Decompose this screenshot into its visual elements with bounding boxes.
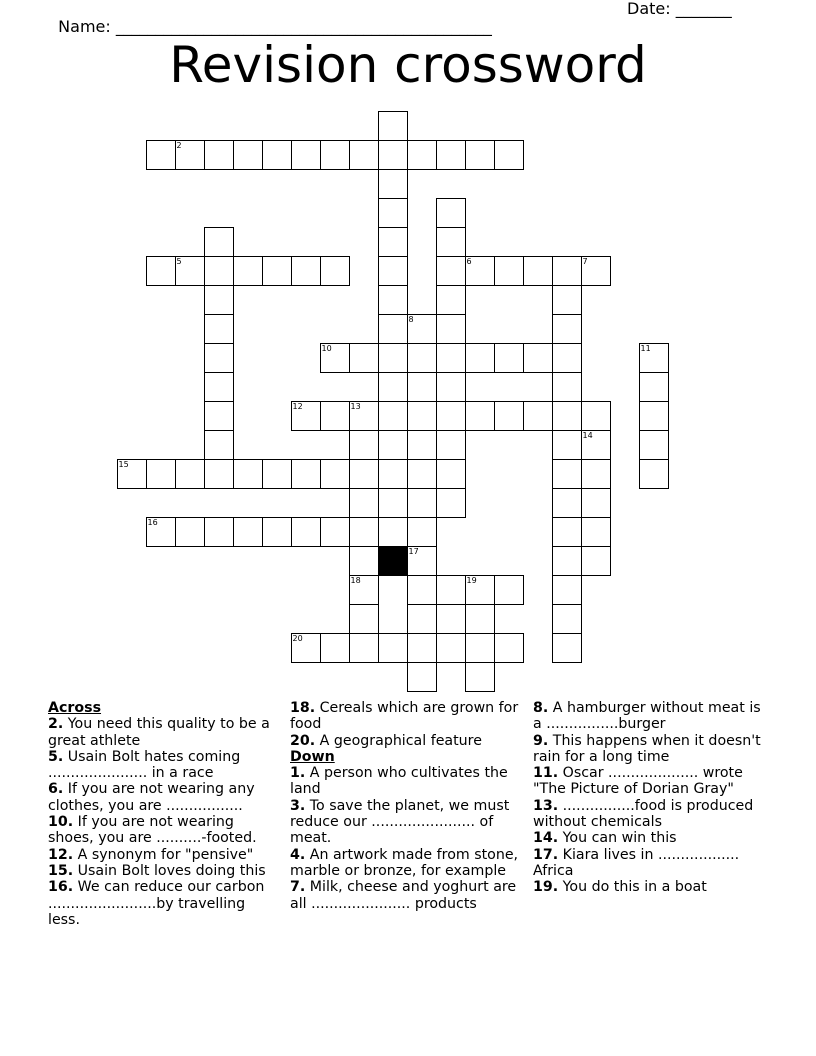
- grid-cell[interactable]: [349, 343, 379, 373]
- clue-item: [533, 879, 765, 895]
- grid-cell[interactable]: [436, 256, 466, 286]
- clue-item: [533, 830, 765, 846]
- grid-cell[interactable]: [465, 662, 495, 692]
- grid-cell[interactable]: [233, 517, 263, 547]
- grid-cell[interactable]: [581, 256, 611, 286]
- clue-number: 20: [292, 633, 303, 643]
- grid-cell[interactable]: [349, 488, 379, 518]
- grid-cell[interactable]: [407, 372, 437, 402]
- clue-text: An artwork made from stone, marble or bronze, for example: [290, 846, 519, 879]
- clue-text: You need this quality to be a great athlete: [48, 716, 270, 749]
- grid-cell[interactable]: [233, 256, 263, 286]
- clue-text: Oscar .................... wrote "The Picture of Dorian Gray": [533, 765, 743, 798]
- grid-cell[interactable]: [349, 401, 379, 431]
- clue-number: 13: [350, 401, 361, 411]
- across-heading: Across: [48, 700, 102, 716]
- grid-cell[interactable]: [146, 517, 176, 547]
- clue-item: [290, 879, 520, 912]
- grid-cell[interactable]: [436, 575, 466, 605]
- clue-text: Cereals which are grown for food: [290, 700, 519, 733]
- grid-cell[interactable]: [523, 343, 553, 373]
- grid-cell[interactable]: [349, 140, 379, 170]
- clue-number: 18.: [290, 700, 316, 716]
- clue-number: 12.: [48, 846, 74, 863]
- grid-cell[interactable]: [262, 140, 292, 170]
- clue-number: 6.: [48, 781, 64, 798]
- clue-item: [48, 863, 276, 879]
- grid-cell[interactable]: [465, 604, 495, 634]
- grid-cell[interactable]: [407, 662, 437, 692]
- clue-number: 7.: [290, 879, 306, 896]
- clue-text: Usain Bolt loves doing this: [73, 862, 266, 879]
- clue-number: 18: [350, 575, 361, 585]
- grid-cell[interactable]: [465, 140, 495, 170]
- grid-cell[interactable]: [204, 227, 234, 257]
- clues-column-3: [533, 700, 765, 896]
- grid-cell[interactable]: [175, 256, 205, 286]
- grid-cell[interactable]: [378, 227, 408, 257]
- grid-cell[interactable]: [378, 140, 408, 170]
- grid-cell[interactable]: [407, 430, 437, 460]
- grid-cell[interactable]: [436, 343, 466, 373]
- clue-number: 15.: [48, 862, 74, 879]
- grid-cell[interactable]: [291, 256, 321, 286]
- grid-cell[interactable]: [407, 633, 437, 663]
- grid-cell[interactable]: [639, 459, 669, 489]
- grid-cell[interactable]: [552, 372, 582, 402]
- grid-cell[interactable]: [552, 430, 582, 460]
- grid-cell[interactable]: [204, 314, 234, 344]
- clue-text: To save the planet, we must reduce our ....................... of meat.: [290, 797, 510, 847]
- clue-number: 11: [640, 343, 651, 353]
- grid-cell[interactable]: [436, 314, 466, 344]
- grid-cell[interactable]: [465, 575, 495, 605]
- grid-cell[interactable]: [320, 140, 350, 170]
- grid-cell[interactable]: [204, 140, 234, 170]
- down-heading: Down: [290, 748, 335, 765]
- clue-number: 1.: [290, 765, 306, 782]
- grid-cell[interactable]: [581, 401, 611, 431]
- clue-number: 3.: [290, 797, 306, 814]
- clue-text: You do this in a boat: [558, 879, 707, 896]
- grid-cell[interactable]: [436, 459, 466, 489]
- grid-cell[interactable]: [407, 546, 437, 576]
- grid-cell[interactable]: [552, 633, 582, 663]
- grid-cell[interactable]: [552, 575, 582, 605]
- clue-number: 20.: [290, 732, 316, 749]
- grid-cell[interactable]: [552, 546, 582, 576]
- clue-item: [48, 781, 276, 814]
- clue-text: If you are not wearing any clothes, you are .................: [48, 781, 255, 814]
- grid-cell[interactable]: [436, 227, 466, 257]
- grid-cell[interactable]: [378, 285, 408, 315]
- date-field[interactable]: Date: _______: [627, 0, 732, 18]
- grid-cell[interactable]: [552, 459, 582, 489]
- grid-cell[interactable]: [436, 285, 466, 315]
- across-clue-list-continued: [290, 700, 520, 749]
- grid-cell[interactable]: [378, 198, 408, 228]
- clue-text: This happens when it doesn't rain for a long time: [533, 732, 761, 765]
- grid-cell[interactable]: [204, 430, 234, 460]
- grid-cell[interactable]: [320, 459, 350, 489]
- clue-number: 19: [466, 575, 477, 585]
- grid-cell[interactable]: [320, 256, 350, 286]
- clue-number: 10: [321, 343, 332, 353]
- grid-cell[interactable]: [117, 459, 147, 489]
- clue-item: [533, 798, 765, 831]
- clue-item: [290, 847, 520, 880]
- grid-cell[interactable]: [407, 517, 437, 547]
- grid-cell[interactable]: [552, 488, 582, 518]
- grid-cell[interactable]: [407, 140, 437, 170]
- grid-cell[interactable]: [465, 401, 495, 431]
- clue-item: [48, 749, 276, 782]
- clue-number: 16.: [48, 879, 74, 896]
- clue-text: A synonym for "pensive": [73, 846, 254, 863]
- clue-number: 8: [408, 314, 414, 324]
- clue-item: [533, 700, 765, 733]
- grid-cell[interactable]: [204, 459, 234, 489]
- grid-cell[interactable]: [407, 343, 437, 373]
- clue-item: [533, 765, 765, 798]
- grid-cell[interactable]: [349, 459, 379, 489]
- clue-number: 12: [292, 401, 303, 411]
- clue-text: You can win this: [558, 830, 677, 847]
- clue-number: 5.: [48, 748, 64, 765]
- grid-cell[interactable]: [465, 343, 495, 373]
- grid-cell[interactable]: [436, 372, 466, 402]
- grid-cell[interactable]: [436, 140, 466, 170]
- clue-number: 14.: [533, 830, 559, 847]
- grid-cell[interactable]: [349, 633, 379, 663]
- clue-number: 8.: [533, 700, 549, 716]
- grid-cell[interactable]: [378, 372, 408, 402]
- grid-cell[interactable]: [378, 517, 408, 547]
- grid-cell[interactable]: [494, 633, 524, 663]
- grid-cell[interactable]: [407, 604, 437, 634]
- grid-cell[interactable]: [552, 314, 582, 344]
- grid-cell[interactable]: [639, 372, 669, 402]
- grid-cell[interactable]: [291, 401, 321, 431]
- clue-item: [290, 798, 520, 847]
- clue-text: Kiara lives in .................. Africa: [533, 846, 740, 879]
- clue-number: 5: [176, 256, 182, 266]
- clue-number: 10.: [48, 814, 74, 831]
- clue-text: A geographical feature: [315, 732, 482, 749]
- clue-number: 11.: [533, 765, 559, 782]
- grid-cell[interactable]: [262, 517, 292, 547]
- grid-cell[interactable]: [465, 633, 495, 663]
- grid-cell[interactable]: [639, 430, 669, 460]
- clue-number: 6: [466, 256, 472, 266]
- name-field[interactable]: Name: _______________________________________________: [58, 17, 492, 36]
- grid-cell[interactable]: [494, 575, 524, 605]
- grid-cell[interactable]: [494, 140, 524, 170]
- grid-cell[interactable]: [378, 633, 408, 663]
- grid-cell[interactable]: [436, 401, 466, 431]
- grid-cell[interactable]: [349, 604, 379, 634]
- grid-cell[interactable]: [581, 546, 611, 576]
- grid-cell[interactable]: [349, 517, 379, 547]
- clue-item: [290, 733, 520, 749]
- black-cell: [378, 546, 408, 576]
- grid-cell[interactable]: [349, 546, 379, 576]
- clue-number: 7: [582, 256, 588, 266]
- clue-text: A hamburger without meat is a ................burger: [533, 700, 761, 733]
- grid-cell[interactable]: [175, 517, 205, 547]
- grid-cell[interactable]: [581, 459, 611, 489]
- grid-cell[interactable]: [436, 198, 466, 228]
- grid-cell[interactable]: [378, 111, 408, 141]
- clue-item: [290, 765, 520, 798]
- grid-cell[interactable]: [436, 430, 466, 460]
- grid-cell[interactable]: [204, 372, 234, 402]
- grid-cell[interactable]: [436, 633, 466, 663]
- grid-cell[interactable]: [175, 140, 205, 170]
- grid-cell[interactable]: [349, 430, 379, 460]
- grid-cell[interactable]: [146, 256, 176, 286]
- grid-cell[interactable]: [407, 488, 437, 518]
- grid-cell[interactable]: [407, 459, 437, 489]
- down-clue-list-continued: [533, 700, 765, 896]
- grid-cell[interactable]: [175, 459, 205, 489]
- clue-item: [48, 879, 276, 928]
- clue-item: [48, 847, 276, 863]
- grid-cell[interactable]: [291, 633, 321, 663]
- grid-cell[interactable]: [407, 314, 437, 344]
- grid-cell[interactable]: [320, 633, 350, 663]
- grid-cell[interactable]: [552, 256, 582, 286]
- grid-cell[interactable]: [494, 343, 524, 373]
- clue-text: If you are not wearing shoes, you are ..........-footed.: [48, 814, 257, 847]
- clue-number: 9.: [533, 732, 549, 749]
- clue-item: [533, 847, 765, 880]
- grid-cell[interactable]: [378, 343, 408, 373]
- grid-cell[interactable]: [204, 343, 234, 373]
- clue-text: A person who cultivates the land: [290, 765, 508, 798]
- grid-cell[interactable]: [204, 401, 234, 431]
- grid-cell[interactable]: [378, 169, 408, 199]
- clue-item: [48, 814, 276, 847]
- clue-number: 19.: [533, 879, 559, 896]
- grid-cell[interactable]: [320, 517, 350, 547]
- clues-column-1: [48, 700, 276, 928]
- grid-cell[interactable]: [349, 575, 379, 605]
- grid-cell[interactable]: [378, 314, 408, 344]
- across-clue-list: [48, 716, 276, 928]
- grid-cell[interactable]: [291, 459, 321, 489]
- grid-cell[interactable]: [407, 401, 437, 431]
- grid-cell[interactable]: [291, 140, 321, 170]
- grid-cell[interactable]: [378, 488, 408, 518]
- clue-number: 4.: [290, 846, 306, 863]
- clue-number: 17: [408, 546, 419, 556]
- clue-text: ................food is produced without chemicals: [533, 797, 754, 831]
- grid-cell[interactable]: [378, 430, 408, 460]
- grid-cell[interactable]: [320, 401, 350, 431]
- grid-cell[interactable]: [436, 488, 466, 518]
- grid-cell[interactable]: [378, 459, 408, 489]
- grid-cell[interactable]: [581, 430, 611, 460]
- clue-item: [533, 733, 765, 766]
- clue-number: 14: [582, 430, 593, 440]
- grid-cell[interactable]: [204, 285, 234, 315]
- grid-cell[interactable]: [523, 256, 553, 286]
- grid-cell[interactable]: [262, 256, 292, 286]
- grid-cell[interactable]: [494, 401, 524, 431]
- clue-text: Usain Bolt hates coming ...................... in a race: [48, 748, 241, 782]
- grid-cell[interactable]: [552, 517, 582, 547]
- grid-cell[interactable]: [204, 256, 234, 286]
- grid-cell[interactable]: [378, 401, 408, 431]
- clue-number: 2.: [48, 716, 64, 733]
- grid-cell[interactable]: [523, 401, 553, 431]
- grid-cell[interactable]: [581, 517, 611, 547]
- grid-cell[interactable]: [639, 343, 669, 373]
- grid-cell[interactable]: [291, 517, 321, 547]
- clue-item: [48, 716, 276, 749]
- grid-cell[interactable]: [407, 575, 437, 605]
- down-clue-list: [290, 765, 520, 912]
- grid-cell[interactable]: [378, 256, 408, 286]
- grid-cell[interactable]: [552, 604, 582, 634]
- clue-number: 16: [147, 517, 158, 527]
- clue-number: 15: [118, 459, 129, 469]
- grid-cell[interactable]: [465, 256, 495, 286]
- grid-cell[interactable]: [204, 517, 234, 547]
- grid-cell[interactable]: [320, 343, 350, 373]
- grid-cell[interactable]: [639, 401, 669, 431]
- page-title: Revision crossword: [169, 36, 647, 94]
- grid-cell[interactable]: [552, 343, 582, 373]
- grid-cell[interactable]: [233, 140, 263, 170]
- clue-text: We can reduce our carbon ........................by travelling less.: [48, 879, 265, 928]
- clue-item: [290, 700, 520, 733]
- grid-cell[interactable]: [552, 285, 582, 315]
- clue-number: 17.: [533, 846, 559, 863]
- grid-cell[interactable]: [494, 256, 524, 286]
- grid-cell[interactable]: [581, 488, 611, 518]
- clues-column-2: [290, 700, 520, 912]
- grid-cell[interactable]: [233, 459, 263, 489]
- clue-number: 13.: [533, 797, 559, 814]
- grid-cell[interactable]: [146, 459, 176, 489]
- clue-text: Milk, cheese and yoghurt are all ...................... products: [290, 879, 517, 912]
- grid-cell[interactable]: [146, 140, 176, 170]
- grid-cell[interactable]: [552, 401, 582, 431]
- clue-number: 2: [176, 140, 182, 150]
- grid-cell[interactable]: [262, 459, 292, 489]
